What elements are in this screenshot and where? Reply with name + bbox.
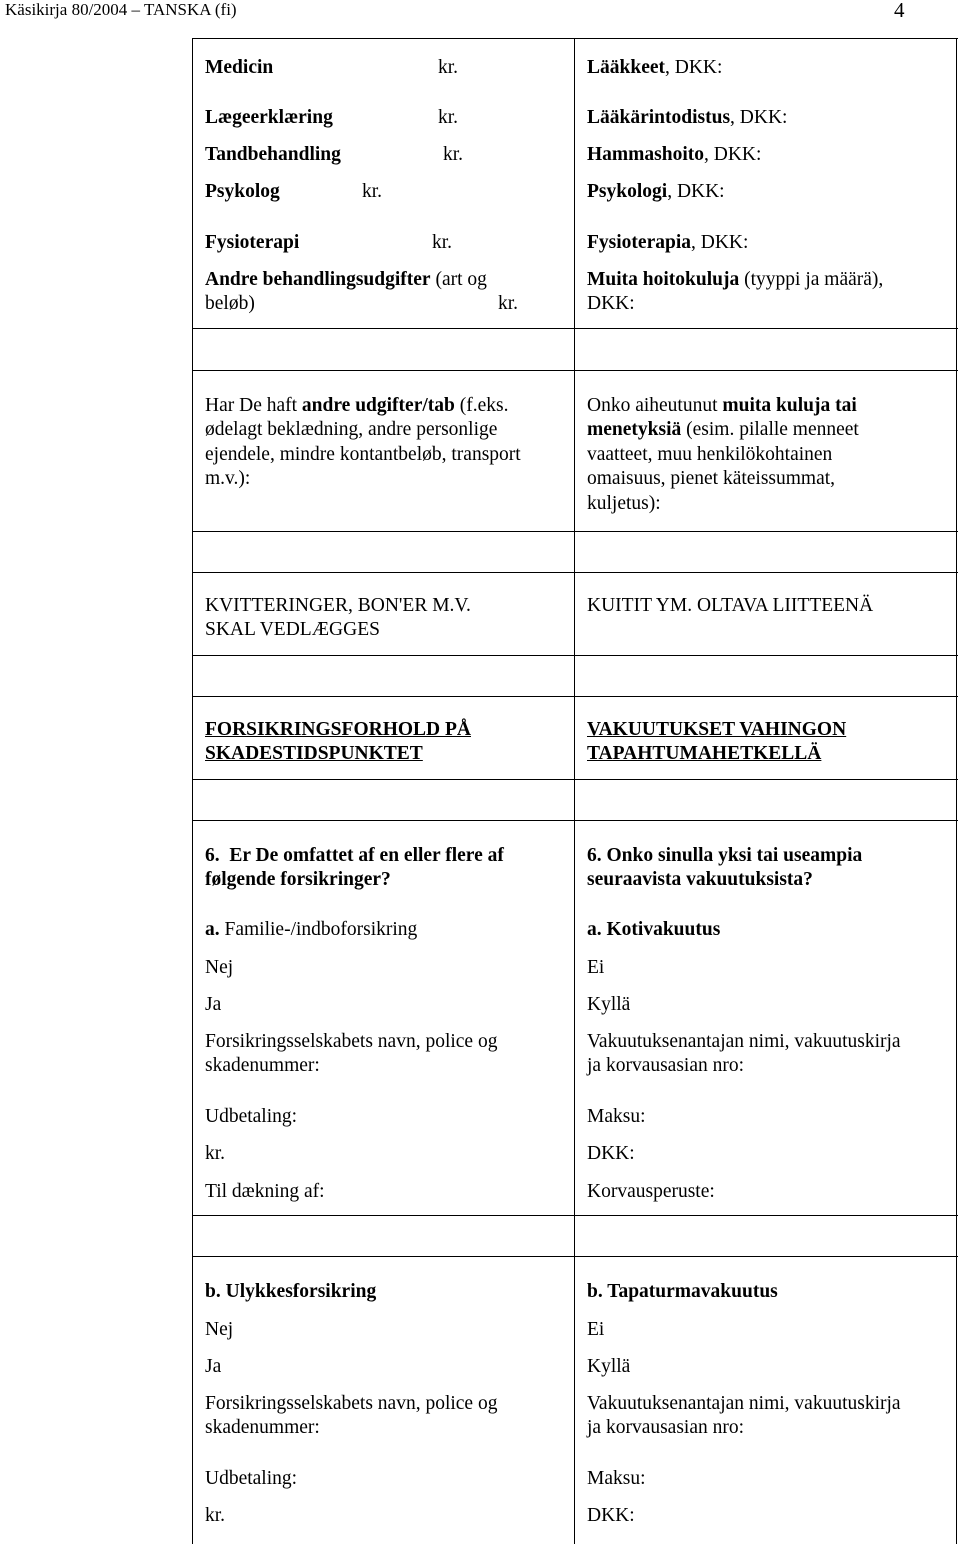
laegeerklaering-currency: kr. [438, 107, 459, 128]
option-kylla-b[interactable]: Kyllä [587, 1356, 631, 1377]
coverage-label-a-da: Til dækning af: [205, 1181, 325, 1202]
muita-kuluja-line3: vaatteet, muu henkilökohtainen [587, 444, 833, 465]
question-6-fi-line1: 6. Onko sinulla yksi tai useampia [587, 845, 863, 866]
psykologi-bold: Psykologi [587, 181, 668, 202]
payout-label-b-fi: Maksu: [587, 1468, 646, 1489]
payout-label-a-fi: Maksu: [587, 1106, 646, 1127]
company-field-label-a-fi-line1: Vakuutuksenantajan nimi, vakuutuskirja [587, 1031, 901, 1052]
muita-kuluja-line2 [587, 418, 859, 442]
insurance-a-name-fi: Kotivakuutus [606, 919, 721, 940]
insurance-a-title-fi [587, 918, 720, 942]
currency-label-b-fi: DKK: [587, 1505, 635, 1526]
insurance-heading-fi-line2: TAPAHTUMAHETKELLÄ [587, 743, 822, 764]
hammashoito-bold: Hammashoito [587, 144, 704, 165]
company-field-label-b-fi-line1: Vakuutuksenantajan nimi, vakuutuskirja [587, 1393, 901, 1414]
medicin-label: Medicin [205, 57, 274, 78]
table-border-left [192, 38, 193, 1544]
laakarintodistus-bold: Lääkärintodistus [587, 107, 731, 128]
insurance-a-prefix-fi: a. [587, 919, 607, 940]
other-da-l1-a: Har De haft [205, 395, 302, 416]
other-da-l1-b: andre udgifter/tab [301, 395, 455, 416]
fysioterapia-bold: Fysioterapia [587, 232, 691, 253]
insurance-a-name-da: Familie-/indboforsikring [224, 919, 418, 940]
andre-bold-text: Andre behandlingsudgifter [205, 269, 431, 290]
laakkeet-rest: , DKK: [665, 57, 723, 78]
receipts-note-fi: KUITIT YM. OLTAVA LIITTEENÄ [587, 595, 874, 616]
muita-kuluja-line5: kuljetus): [587, 493, 661, 514]
insurance-b-name-da: Ulykkesforsikring [225, 1281, 377, 1302]
row-separator [193, 328, 958, 329]
fysioterapia-label [587, 231, 748, 255]
page-number: 4 [894, 0, 905, 22]
option-ja-b[interactable]: Ja [205, 1356, 222, 1377]
insurance-a-title-da [205, 918, 417, 942]
insurance-heading-da-line1: FORSIKRINGSFORHOLD PÅ [205, 719, 471, 740]
company-field-label-b-da-line1: Forsikringsselskabets navn, police og [205, 1393, 498, 1414]
tandbehandling-label: Tandbehandling [205, 144, 341, 165]
other-da-l1-c: (f.eks. [454, 395, 509, 416]
company-field-label-a-da-line2: skadenummer: [205, 1055, 320, 1076]
currency-label-a-da: kr. [205, 1143, 226, 1164]
option-ei-a[interactable]: Ei [587, 957, 605, 978]
andre-currency: kr. [498, 293, 519, 314]
currency-label-a-fi: DKK: [587, 1143, 635, 1164]
andre-behandlingsudgifter-label [205, 268, 487, 292]
muita-rest: (tyyppi ja määrä), [739, 269, 884, 290]
laakkeet-bold: Lääkkeet [587, 57, 665, 78]
row-separator [193, 1215, 958, 1216]
other-expenses-line3: ejendele, mindre kontantbeløb, transport [205, 444, 521, 465]
fysioterapi-label: Fysioterapi [205, 232, 300, 253]
psykologi-label [587, 180, 725, 204]
option-nej-b[interactable]: Nej [205, 1319, 234, 1340]
muita-kuluja-line1 [587, 394, 857, 418]
company-field-label-b-fi-line2: ja korvausasian nro: [587, 1417, 745, 1438]
table-border-top [193, 38, 958, 39]
row-separator [193, 696, 958, 697]
row-separator [193, 370, 958, 371]
company-field-label-a-fi-line2: ja korvausasian nro: [587, 1055, 745, 1076]
row-separator [193, 572, 958, 573]
option-ja-a[interactable]: Ja [205, 994, 222, 1015]
basis-label-a-fi: Korvausperuste: [587, 1181, 715, 1202]
muita-hoitokuluja-label [587, 268, 883, 292]
other-fi-l1-b: muita kuluja tai [722, 395, 857, 416]
option-nej-a[interactable]: Nej [205, 957, 234, 978]
question-6-fi-line2: seuraavista vakuutuksista? [587, 869, 813, 890]
insurance-heading-fi-line1: VAKUUTUKSET VAHINGON [587, 719, 847, 740]
insurance-b-prefix-da: b. [205, 1281, 226, 1302]
payout-label-a-da: Udbetaling: [205, 1106, 298, 1127]
andre-rest-text: (art og [430, 269, 487, 290]
payout-label-b-da: Udbetaling: [205, 1468, 298, 1489]
insurance-a-prefix-da: a. [205, 919, 225, 940]
row-separator [193, 820, 958, 821]
other-expenses-line4: m.v.): [205, 468, 251, 489]
insurance-b-prefix-fi: b. [587, 1281, 608, 1302]
psykologi-rest: , DKK: [667, 181, 725, 202]
currency-label-b-da: kr. [205, 1505, 226, 1526]
laakarintodistus-label [587, 106, 787, 130]
row-separator [193, 779, 958, 780]
row-separator [193, 531, 958, 532]
other-fi-l1-a: Onko aiheutunut [587, 395, 723, 416]
other-fi-l2-a: menetyksiä [587, 419, 682, 440]
receipts-note-da-line2: SKAL VEDLÆGGES [205, 619, 380, 640]
muita-kuluja-line4: omaisuus, pienet käteissummat, [587, 468, 836, 489]
other-fi-l2-b: (esim. pilalle menneet [681, 419, 859, 440]
psykolog-label: Psykolog [205, 181, 280, 202]
other-expenses-line1 [205, 394, 508, 418]
muita-bold: Muita hoitokuluja [587, 269, 740, 290]
medicin-currency: kr. [438, 57, 459, 78]
row-separator [193, 1256, 958, 1257]
psykolog-currency: kr. [362, 181, 383, 202]
laakarintodistus-rest: , DKK: [730, 107, 788, 128]
company-field-label-b-da-line2: skadenummer: [205, 1417, 320, 1438]
insurance-heading-da-line2: SKADESTIDSPUNKTET [205, 743, 423, 764]
table-border-right [956, 38, 957, 1544]
table-divider-middle [574, 38, 575, 1544]
question-6-da-line1: 6. Er De omfattet af en eller flere af [205, 845, 504, 866]
fysioterapi-currency: kr. [432, 232, 453, 253]
laakkeet-label [587, 56, 722, 80]
insurance-b-name-fi: Tapaturmavakuutus [607, 1281, 778, 1302]
option-kylla-a[interactable]: Kyllä [587, 994, 631, 1015]
other-expenses-line2: ødelagt beklædning, andre personlige [205, 419, 498, 440]
hammashoito-label [587, 143, 761, 167]
hammashoito-rest: , DKK: [704, 144, 762, 165]
tandbehandling-currency: kr. [443, 144, 464, 165]
question-6-da-line2: følgende forsikringer? [205, 869, 391, 890]
document-header-title: Käsikirja 80/2004 – TANSKA (fi) [5, 0, 237, 19]
muita-line2: DKK: [587, 293, 635, 314]
laegeerklaering-label: Lægeerklæring [205, 107, 333, 128]
receipts-note-da-line1: KVITTERINGER, BON'ER M.V. [205, 595, 471, 616]
insurance-b-title-da [205, 1280, 376, 1304]
company-field-label-a-da-line1: Forsikringsselskabets navn, police og [205, 1031, 498, 1052]
insurance-b-title-fi [587, 1280, 778, 1304]
andre-line2: beløb) [205, 293, 255, 314]
row-separator [193, 655, 958, 656]
option-ei-b[interactable]: Ei [587, 1319, 605, 1340]
fysioterapia-rest: , DKK: [690, 232, 749, 253]
